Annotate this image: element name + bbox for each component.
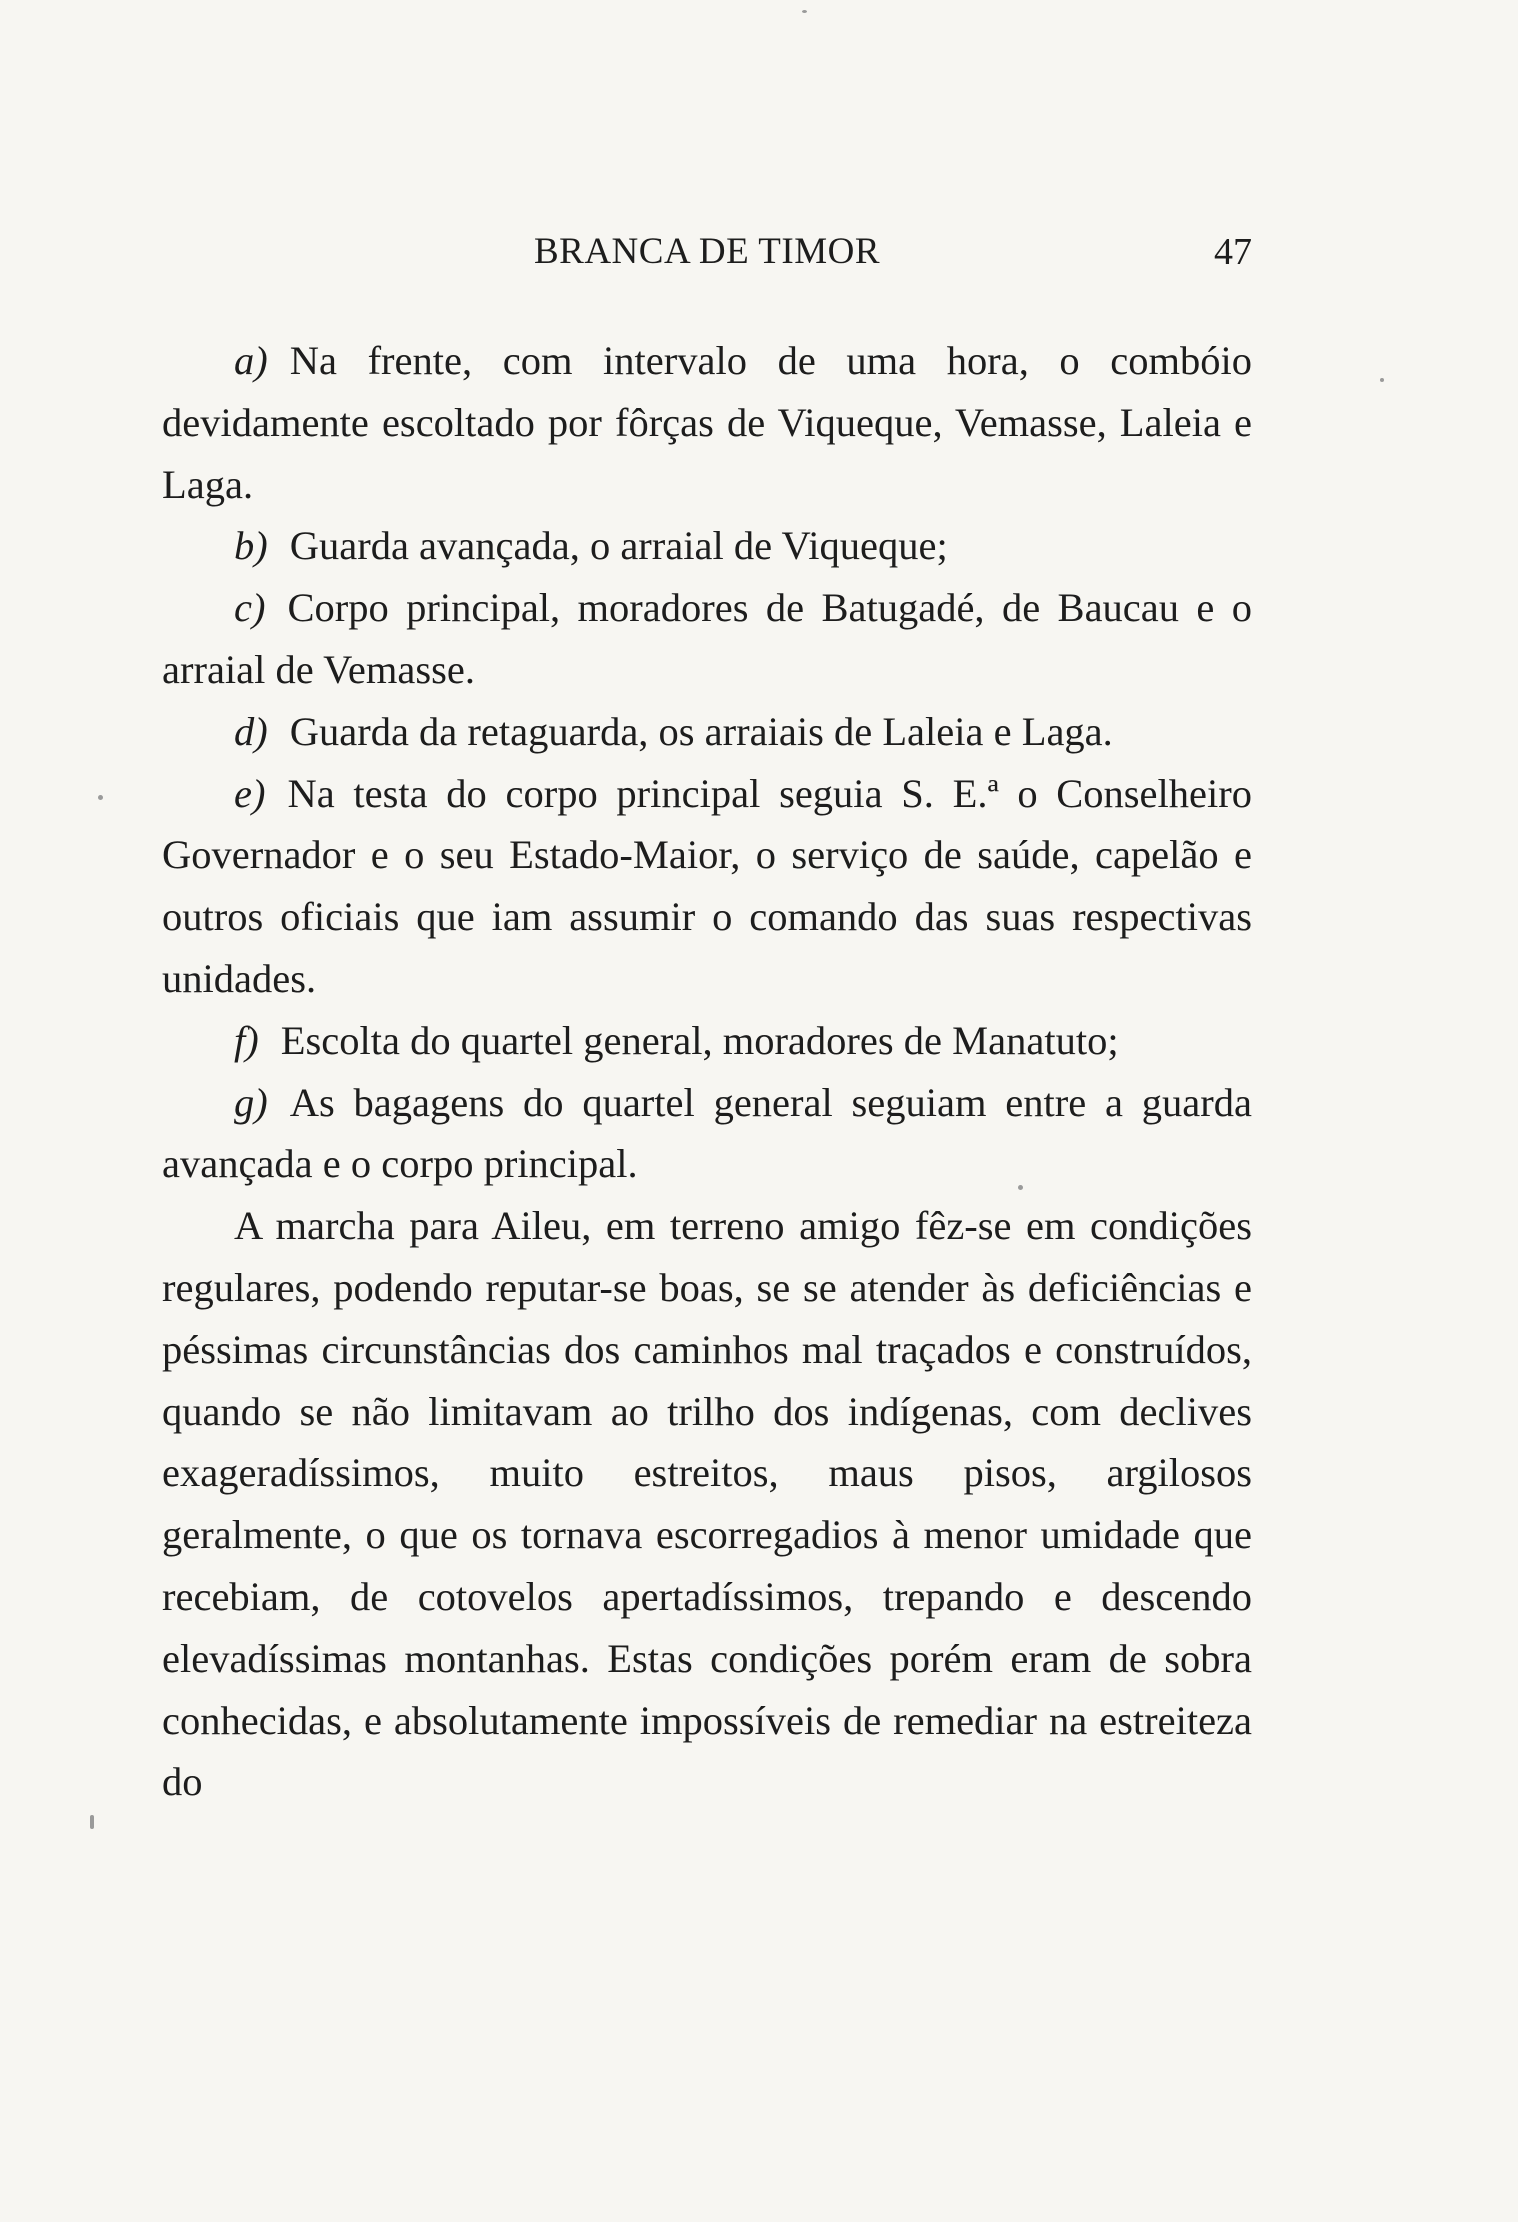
list-marker: f) xyxy=(234,1017,259,1063)
list-item-e xyxy=(162,763,1252,1010)
list-item-c xyxy=(162,577,1252,701)
running-title: BRANCA DE TIMOR xyxy=(533,231,881,272)
list-item-text: Guarda avançada, o arraial de Viqueque; xyxy=(289,523,948,569)
list-marker: g) xyxy=(234,1079,268,1125)
list-item-a xyxy=(162,330,1252,515)
scan-speck xyxy=(90,1815,94,1829)
page-number: 47 xyxy=(1214,231,1252,273)
list-item-text: Escolta do quartel general, moradores de Manatuto; xyxy=(280,1017,1119,1063)
scan-speck xyxy=(98,795,103,800)
list-item-text: As bagagens do quartel general seguiam entre a guarda avançada e o corpo principal. xyxy=(162,1079,1252,1187)
list-item-d xyxy=(162,701,1252,763)
scan-speck xyxy=(802,10,807,13)
scan-speck xyxy=(1380,378,1384,382)
list-item-g xyxy=(162,1072,1252,1196)
list-marker: c) xyxy=(234,585,266,631)
list-item-b xyxy=(162,515,1252,577)
body-paragraph: A marcha para Aileu, em terreno amigo fêz-se em condições regulares, podendo reputar-se boas, se se atender às deficiências e péssimas circunstâncias dos caminhos mal traçados e construídos, quando se não limitavam ao trilho dos indígenas, com declives exageradíssimos, muito estreitos, maus pisos, argilosos geralmente, o que os tornava escorregadios à menor umidade que recebiam, de cotovelos apertadíssimos, trepando e descendo elevadíssimas montanhas. Estas condições porém eram de sobra conhecidas, e absolutamente impossíveis de remediar na estreiteza do xyxy=(162,1203,1252,1805)
list-item-text: Corpo principal, moradores de Batugadé, de Baucau e o arraial de Vemasse. xyxy=(162,585,1252,692)
list-marker: a) xyxy=(234,338,268,383)
list-marker: d) xyxy=(234,708,268,754)
list-item-f xyxy=(162,1010,1252,1072)
list-marker: e) xyxy=(234,770,266,816)
page-header xyxy=(162,230,1252,280)
page-text xyxy=(162,330,1252,1813)
scan-speck xyxy=(1018,1185,1023,1190)
list-item-text: Guarda da retaguarda, os arraiais de Laleia e Laga. xyxy=(289,708,1113,754)
list-item-text: Na testa do corpo principal seguia S. E.ª o Conselheiro Governador e o seu Estado-Maior, o serviço de saúde, capelão e outros oficiais que iam assumir o comando das suas respectivas unidades. xyxy=(162,770,1252,1001)
list-item-text: Na frente, com intervalo de uma hora, o combóio devidamente escoltado por fôrças de Viqueque, Vemasse, Laleia e Laga. xyxy=(162,338,1252,507)
list-marker: b) xyxy=(234,523,268,569)
